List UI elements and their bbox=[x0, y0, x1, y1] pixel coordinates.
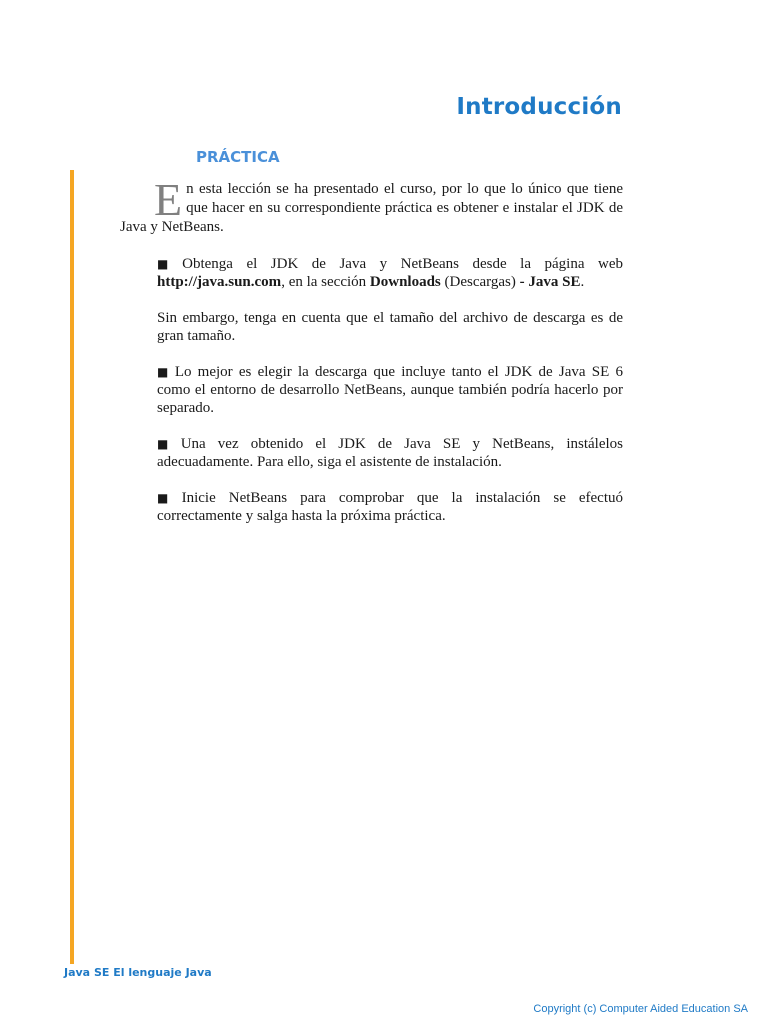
page-title: Introducción bbox=[456, 94, 622, 120]
step-download bbox=[157, 255, 623, 291]
intro-paragraph bbox=[120, 174, 623, 237]
step-bundle bbox=[157, 363, 623, 417]
square-bullet-icon: ■ bbox=[157, 257, 179, 271]
square-bullet-icon: ■ bbox=[157, 491, 178, 505]
step-verify bbox=[157, 489, 623, 525]
step-download-text-d: . bbox=[580, 274, 585, 290]
downloads-label: Downloads bbox=[369, 274, 441, 290]
java-sun-link[interactable]: http://java.sun.com bbox=[157, 274, 282, 290]
java-se-label: - Java SE bbox=[519, 274, 581, 290]
step-install bbox=[157, 435, 623, 471]
footer-book-title: Java SE El lenguaje Java bbox=[64, 966, 212, 979]
square-bullet-icon: ■ bbox=[157, 365, 171, 379]
drop-cap: E bbox=[154, 174, 183, 225]
section-heading: PRÁCTICA bbox=[196, 148, 280, 166]
step-verify-text: Inicie NetBeans para comprobar que la instalación se efectuó correctamente y salga hasta la próxima práctica. bbox=[157, 490, 624, 524]
step-install-text: Una vez obtenido el JDK de Java SE y NetBeans, instálelos adecuadamente. Para ello, siga el asistente de instalación. bbox=[157, 436, 623, 470]
footer-copyright: Copyright (c) Computer Aided Education SA bbox=[533, 1003, 748, 1015]
practice-steps bbox=[157, 255, 623, 543]
sidebar-accent-line bbox=[70, 170, 74, 964]
step-download-text-a: Obtenga el JDK de Java y NetBeans desde la página web bbox=[182, 256, 623, 272]
square-bullet-icon: ■ bbox=[157, 437, 177, 451]
step-download-text-b: , en la sección bbox=[281, 274, 370, 290]
step-download-text-c: (Descargas) bbox=[440, 274, 520, 290]
size-note: Sin embargo, tenga en cuenta que el tamaño del archivo de descarga es de gran tamaño. bbox=[157, 310, 623, 344]
intro-text: n esta lección se ha presentado el curso, por lo que lo único que tiene que hacer en su correspondiente práctica es obtener e instalar el JDK de Java y NetBeans. bbox=[120, 181, 623, 235]
step-bundle-text: Lo mejor es elegir la descarga que incluye tanto el JDK de Java SE 6 como el entorno de desarrollo NetBeans, aunque también podría hacerlo por separado. bbox=[157, 364, 623, 416]
